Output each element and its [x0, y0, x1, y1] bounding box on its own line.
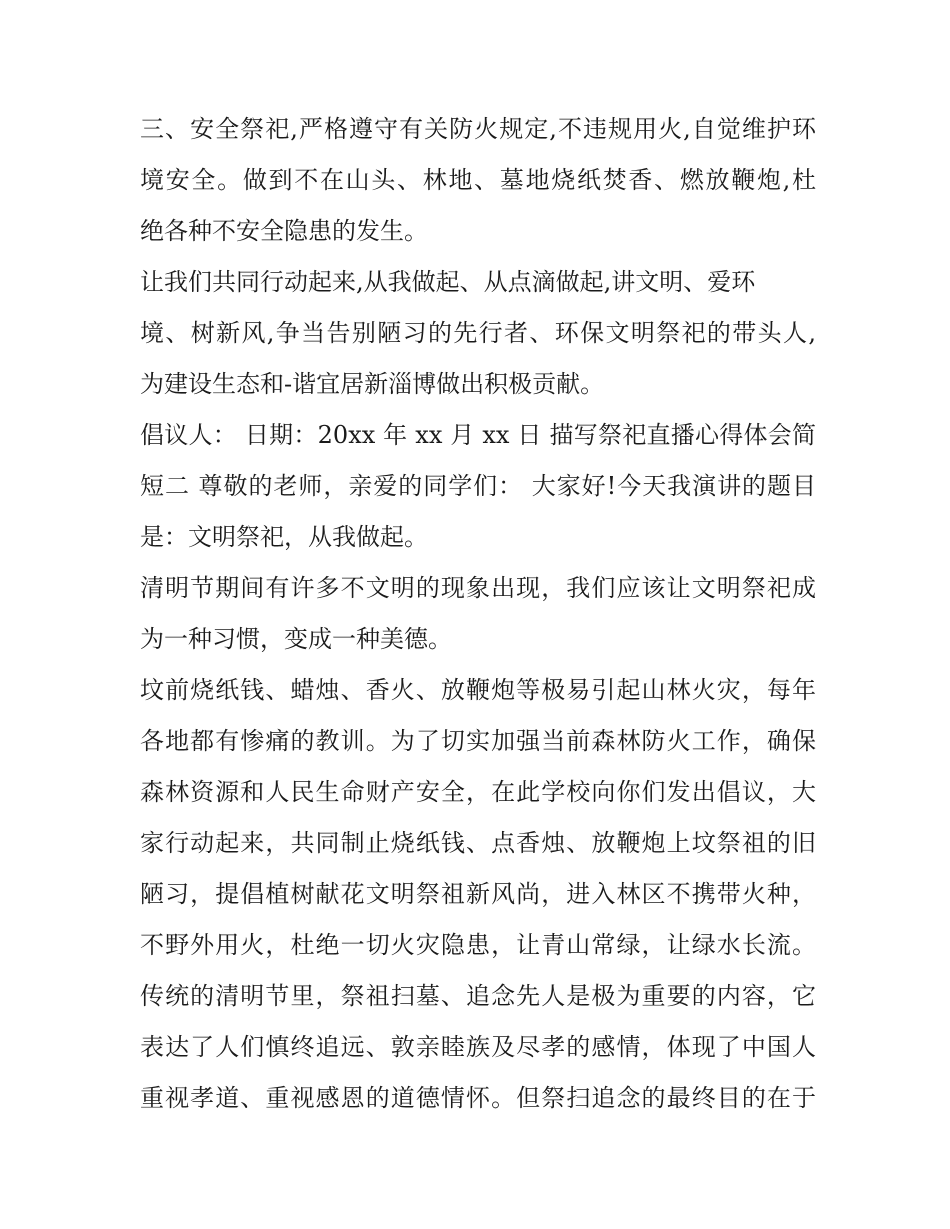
text-line: 坟前烧纸钱、蜡烛、香火、放鞭炮等极易引起山林火灾，每年 [140, 676, 816, 704]
text-line: 清明节期间有许多不文明的现象出现，我们应该让文明祭祀成 [140, 574, 816, 602]
text-line: 各地都有惨痛的教训。为了切实加强当前森林防火工作，确保 [140, 727, 816, 755]
text-line: 是：文明祭祀，从我做起。 [140, 523, 428, 551]
text-line: 陋习，提倡植树献花文明祭祖新风尚，进入林区不携带火种， [140, 880, 816, 908]
text-line: 为一种习惯，变成一种美德。 [140, 625, 452, 653]
text-line: 三、安全祭祀,严格遵守有关防火规定,不违规用火,自觉维护环 [140, 115, 816, 143]
text-line: 森林资源和人民生命财产安全，在此学校向你们发出倡议，大 [140, 778, 816, 806]
text-line: 重视孝道、重视感恩的道德情怀。但祭扫追念的最终目的在于 [140, 1084, 816, 1112]
text-line: 境、树新风,争当告别陋习的先行者、环保文明祭祀的带头人, [140, 319, 816, 347]
text-line: 境安全。做到不在山头、林地、墓地烧纸焚香、燃放鞭炮,杜 [140, 166, 816, 194]
text-line: 短二 尊敬的老师，亲爱的同学们： 大家好!今天我演讲的题目 [140, 472, 816, 500]
text-line: 为建设生态和-谐宜居新淄博做出积极贡献。 [140, 370, 605, 398]
text-line: 倡议人： 日期：20xx 年 xx 月 xx 日 描写祭祀直播心得体会简 [140, 421, 816, 449]
text-line: 不野外用火，杜绝一切火灾隐患，让青山常绿，让绿水长流。 [140, 931, 816, 959]
document-body [140, 104, 816, 1124]
text-line: 绝各种不安全隐患的发生。 [140, 217, 428, 245]
text-line: 让我们共同行动起来,从我做起、从点滴做起,讲文明、爱环 [140, 268, 756, 296]
text-line: 家行动起来，共同制止烧纸钱、点香烛、放鞭炮上坟祭祖的旧 [140, 829, 816, 857]
text-line: 传统的清明节里，祭祖扫墓、追念先人是极为重要的内容，它 [140, 982, 816, 1010]
text-line: 表达了人们慎终追远、敦亲睦族及尽孝的感情，体现了中国人 [140, 1033, 816, 1061]
